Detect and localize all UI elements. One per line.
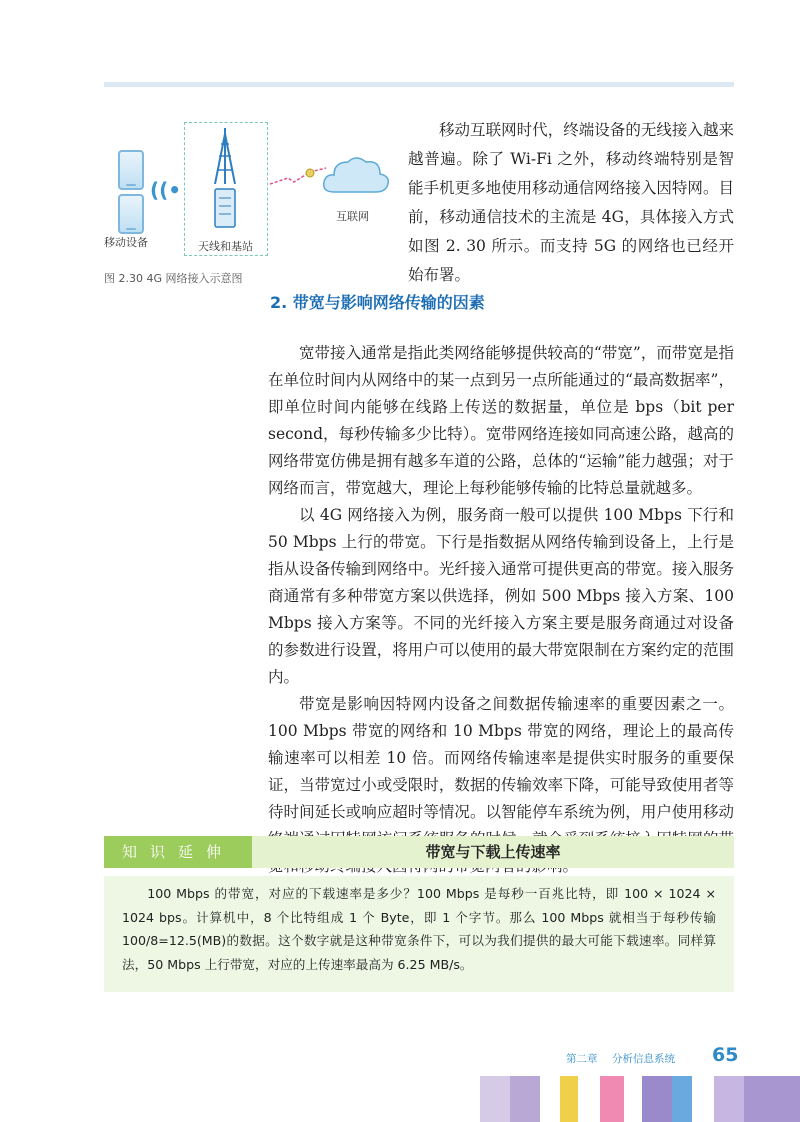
extension-tag: 知识延伸 bbox=[104, 836, 252, 868]
device-label: 移动设备 bbox=[104, 236, 148, 249]
intro-paragraph bbox=[408, 116, 734, 290]
paragraph: 带宽是影响因特网内设备之间数据传输速率的重要因素之一。100 Mbps 带宽的网络和 10 Mbps 带宽的网络，理论上的最高传输速率可以相差 10 倍。而网络传输速率是提供实时服务的重要保证，当带宽过小或受限时，数据的传输效率下降，可能导致使用者等待时间延长或响应超时等情况。以智能停车系统为例，用户使用移动 bbox=[268, 695, 734, 821]
paragraph: 以 4G 网络接入为例，服务商一般可以提供 100 Mbps 下行和 50 Mbps 上行的带宽。下行是指数据从网络传输到设备上，上行是指从设备传输到网络中。光纤接入通常可提供更高的带宽。接入服务商通常有多种带宽方案以供选择，例如 500 Mbps 接入方案、100 Mbps 接入方案等。不同的光纤接入方案主要是服务商通过对设备的参数进行设置，将用户可以使用的最大带宽限制在方案约定的范围内。 bbox=[268, 506, 734, 686]
extension-box-header bbox=[104, 836, 734, 868]
base-station-icon bbox=[214, 188, 236, 228]
page-number: 65 bbox=[712, 1044, 739, 1066]
section-heading: 2. 带宽与影响网络传输的因素 bbox=[270, 293, 485, 312]
extension-title: 带宽与下载上传速率 bbox=[425, 843, 561, 861]
extension-title-bar bbox=[252, 836, 734, 868]
phone-icon bbox=[118, 150, 144, 190]
paragraph: 宽带接入通常是指此类网络能够提供较高的“带宽”，而带宽是指在单位时间内从网络中的某一点到另一点所能通过的“最高数据率”，即单位时间内能够在线路上传送的数据量，单位是 bps（bit per second，每秒传输多少比特）。宽带网络连接如同高速公路，越高的网络带宽仿佛是拥有越多车道的公路，总体的“运输”能力越强；对于网络而言，带宽越大，理论上每秒能够传输的比特总量就越多。 bbox=[268, 344, 734, 497]
figure-caption: 图 2.30 4G 网络接入示意图 bbox=[104, 272, 243, 285]
station-label: 天线和基站 bbox=[198, 240, 253, 253]
wireless-signal-icon: ((• bbox=[150, 178, 182, 202]
body-text bbox=[268, 340, 734, 880]
cloud-icon bbox=[320, 150, 392, 200]
footer-chapter-title: 分析信息系统 bbox=[612, 1053, 675, 1065]
footer-chapter: 第二章 bbox=[566, 1053, 598, 1065]
top-rule bbox=[104, 82, 734, 87]
antenna-icon bbox=[212, 128, 238, 184]
internet-label: 互联网 bbox=[336, 210, 369, 223]
intro-text: 移动互联网时代，终端设备的无线接入越来越普遍。除了 Wi-Fi 之外，移动终端特别是智能手机更多地使用移动通信网络接入因特网。目前，移动通信技术的主流是 4G，具体接入方式如图 2. 30 所示。而支持 5G 的网络也已经开始布署。 bbox=[408, 121, 734, 284]
decorative-stripes bbox=[480, 1076, 800, 1122]
extension-text: 100 Mbps 的带宽，对应的下载速率是多少？100 Mbps 是每秒一百兆比特，即 100 × 1024 × 1024 bps。计算机中，8 个比特组成 1 个 Byte，即 1 个字节。那么 100 Mbps 就相当于每秒传输 100/8=12.5(MB)的数据。这个数字就是这种带宽条件下，可以为我们提供的最大可能下载速率。同样算法，50 Mbps 上行带宽，对应的上传速率最高为 6.25 MB/s。 bbox=[122, 886, 716, 972]
extension-box-body bbox=[104, 876, 734, 992]
network-figure bbox=[100, 112, 400, 282]
phone-icon bbox=[118, 194, 144, 234]
